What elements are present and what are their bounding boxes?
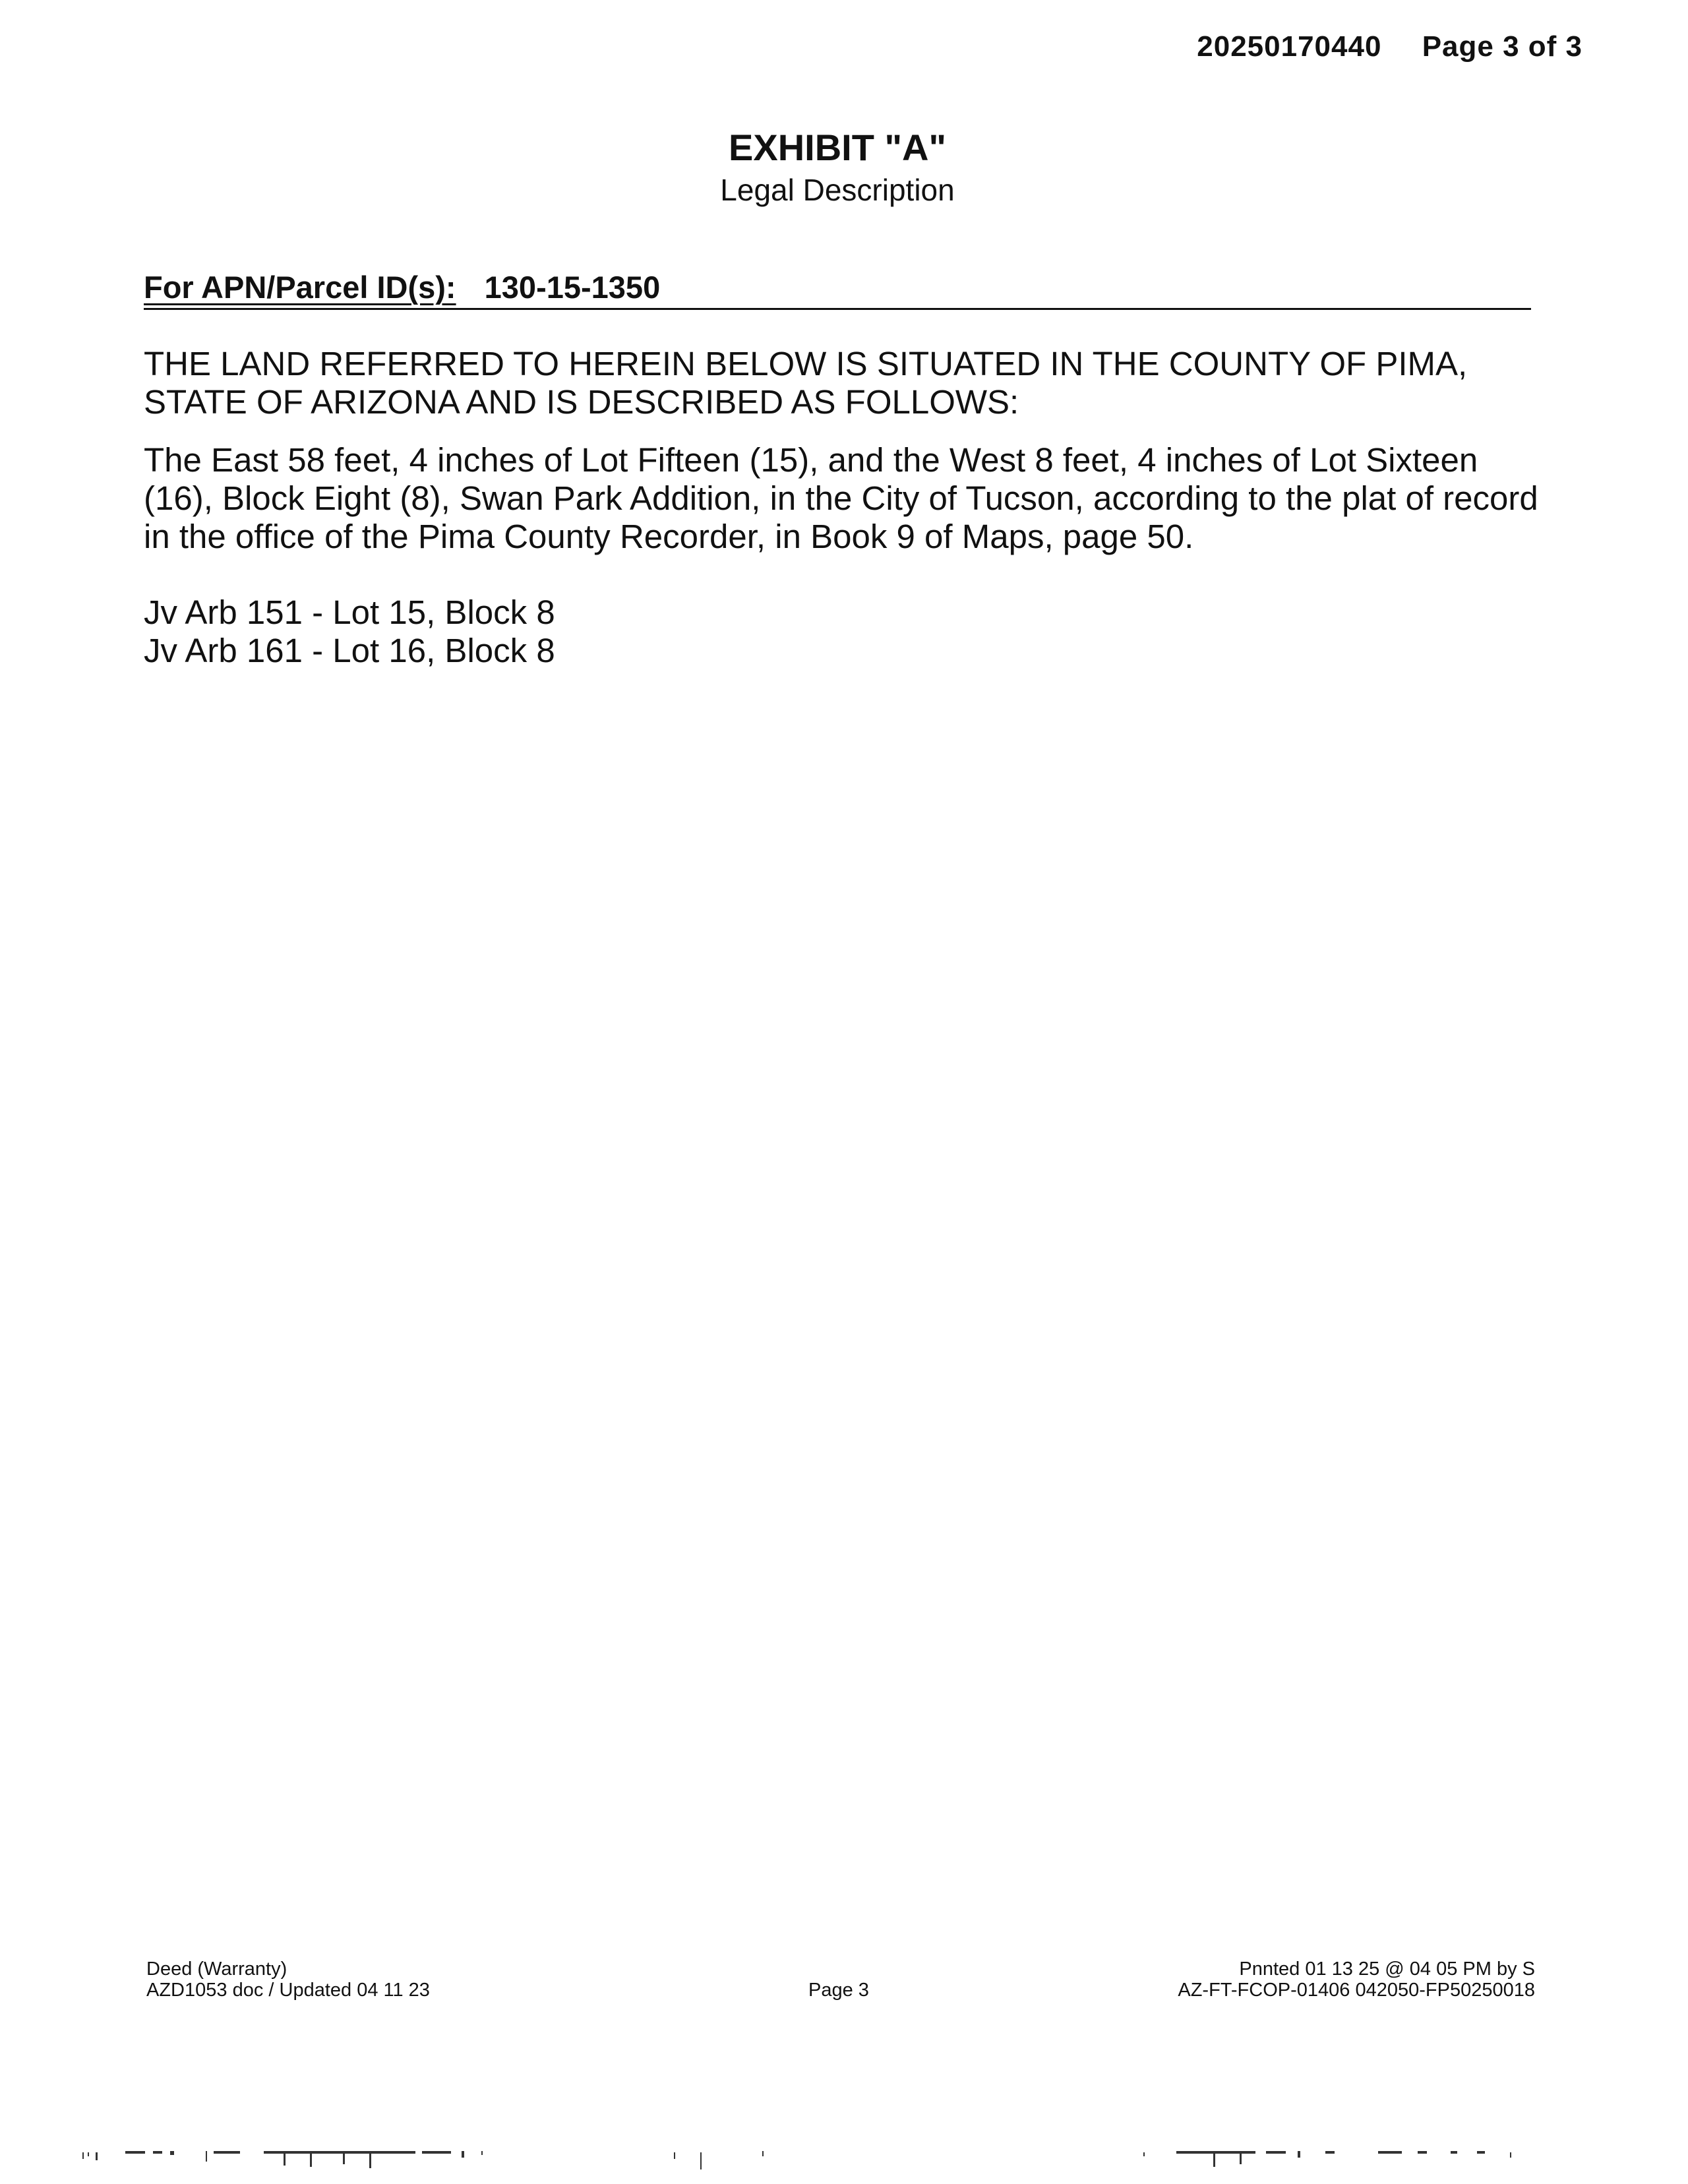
scan-barcode-marks (0, 2146, 1688, 2172)
legal-description-paragraph: The East 58 feet, 4 inches of Lot Fifteen (15), and the West 8 feet, 4 inches of Lot Sixteen (16), Block Eight (8), Swan Park Addition, in the City of Tucson, according to the plat of record in the office of the Pima County Recorder, in Book 9 of Maps, page 50. (144, 441, 1538, 555)
footer-right (1178, 1958, 1535, 2001)
apn-value: 130-15-1350 (484, 270, 661, 305)
jv-line: Jv Arb 151 - Lot 15, Block 8 (144, 593, 555, 631)
page-header (1197, 30, 1582, 63)
intro-paragraph: THE LAND REFERRED TO HEREIN BELOW IS SITUATED IN THE COUNTY OF PIMA, STATE OF ARIZONA AND IS DESCRIBED AS FOLLOWS: (144, 345, 1468, 421)
exhibit-subtitle: Legal Description (720, 173, 955, 207)
exhibit-title-block (0, 125, 1675, 210)
footer-left (146, 1958, 430, 2001)
footer-form-id: AZD1053 doc / Updated 04 11 23 (146, 1980, 430, 2001)
page-indicator: Page 3 of 3 (1422, 30, 1582, 63)
document-number: 20250170440 (1197, 30, 1382, 63)
footer-document-type: Deed (Warranty) (146, 1958, 287, 1980)
jv-lines (144, 593, 1555, 670)
apn-line (144, 267, 1531, 310)
exhibit-title: EXHIBIT "A" (728, 127, 946, 168)
footer-file-id: AZ-FT-FCOP-01406 042050-FP50250018 (1178, 1980, 1535, 2001)
footer-page-number: Page 3 (808, 1980, 869, 2001)
apn-label: For APN/Parcel ID(s): (144, 270, 456, 305)
footer-printed-info: Pnnted 01 13 25 @ 04 05 PM by S (1239, 1958, 1535, 1980)
jv-line: Jv Arb 161 - Lot 16, Block 8 (144, 632, 555, 669)
